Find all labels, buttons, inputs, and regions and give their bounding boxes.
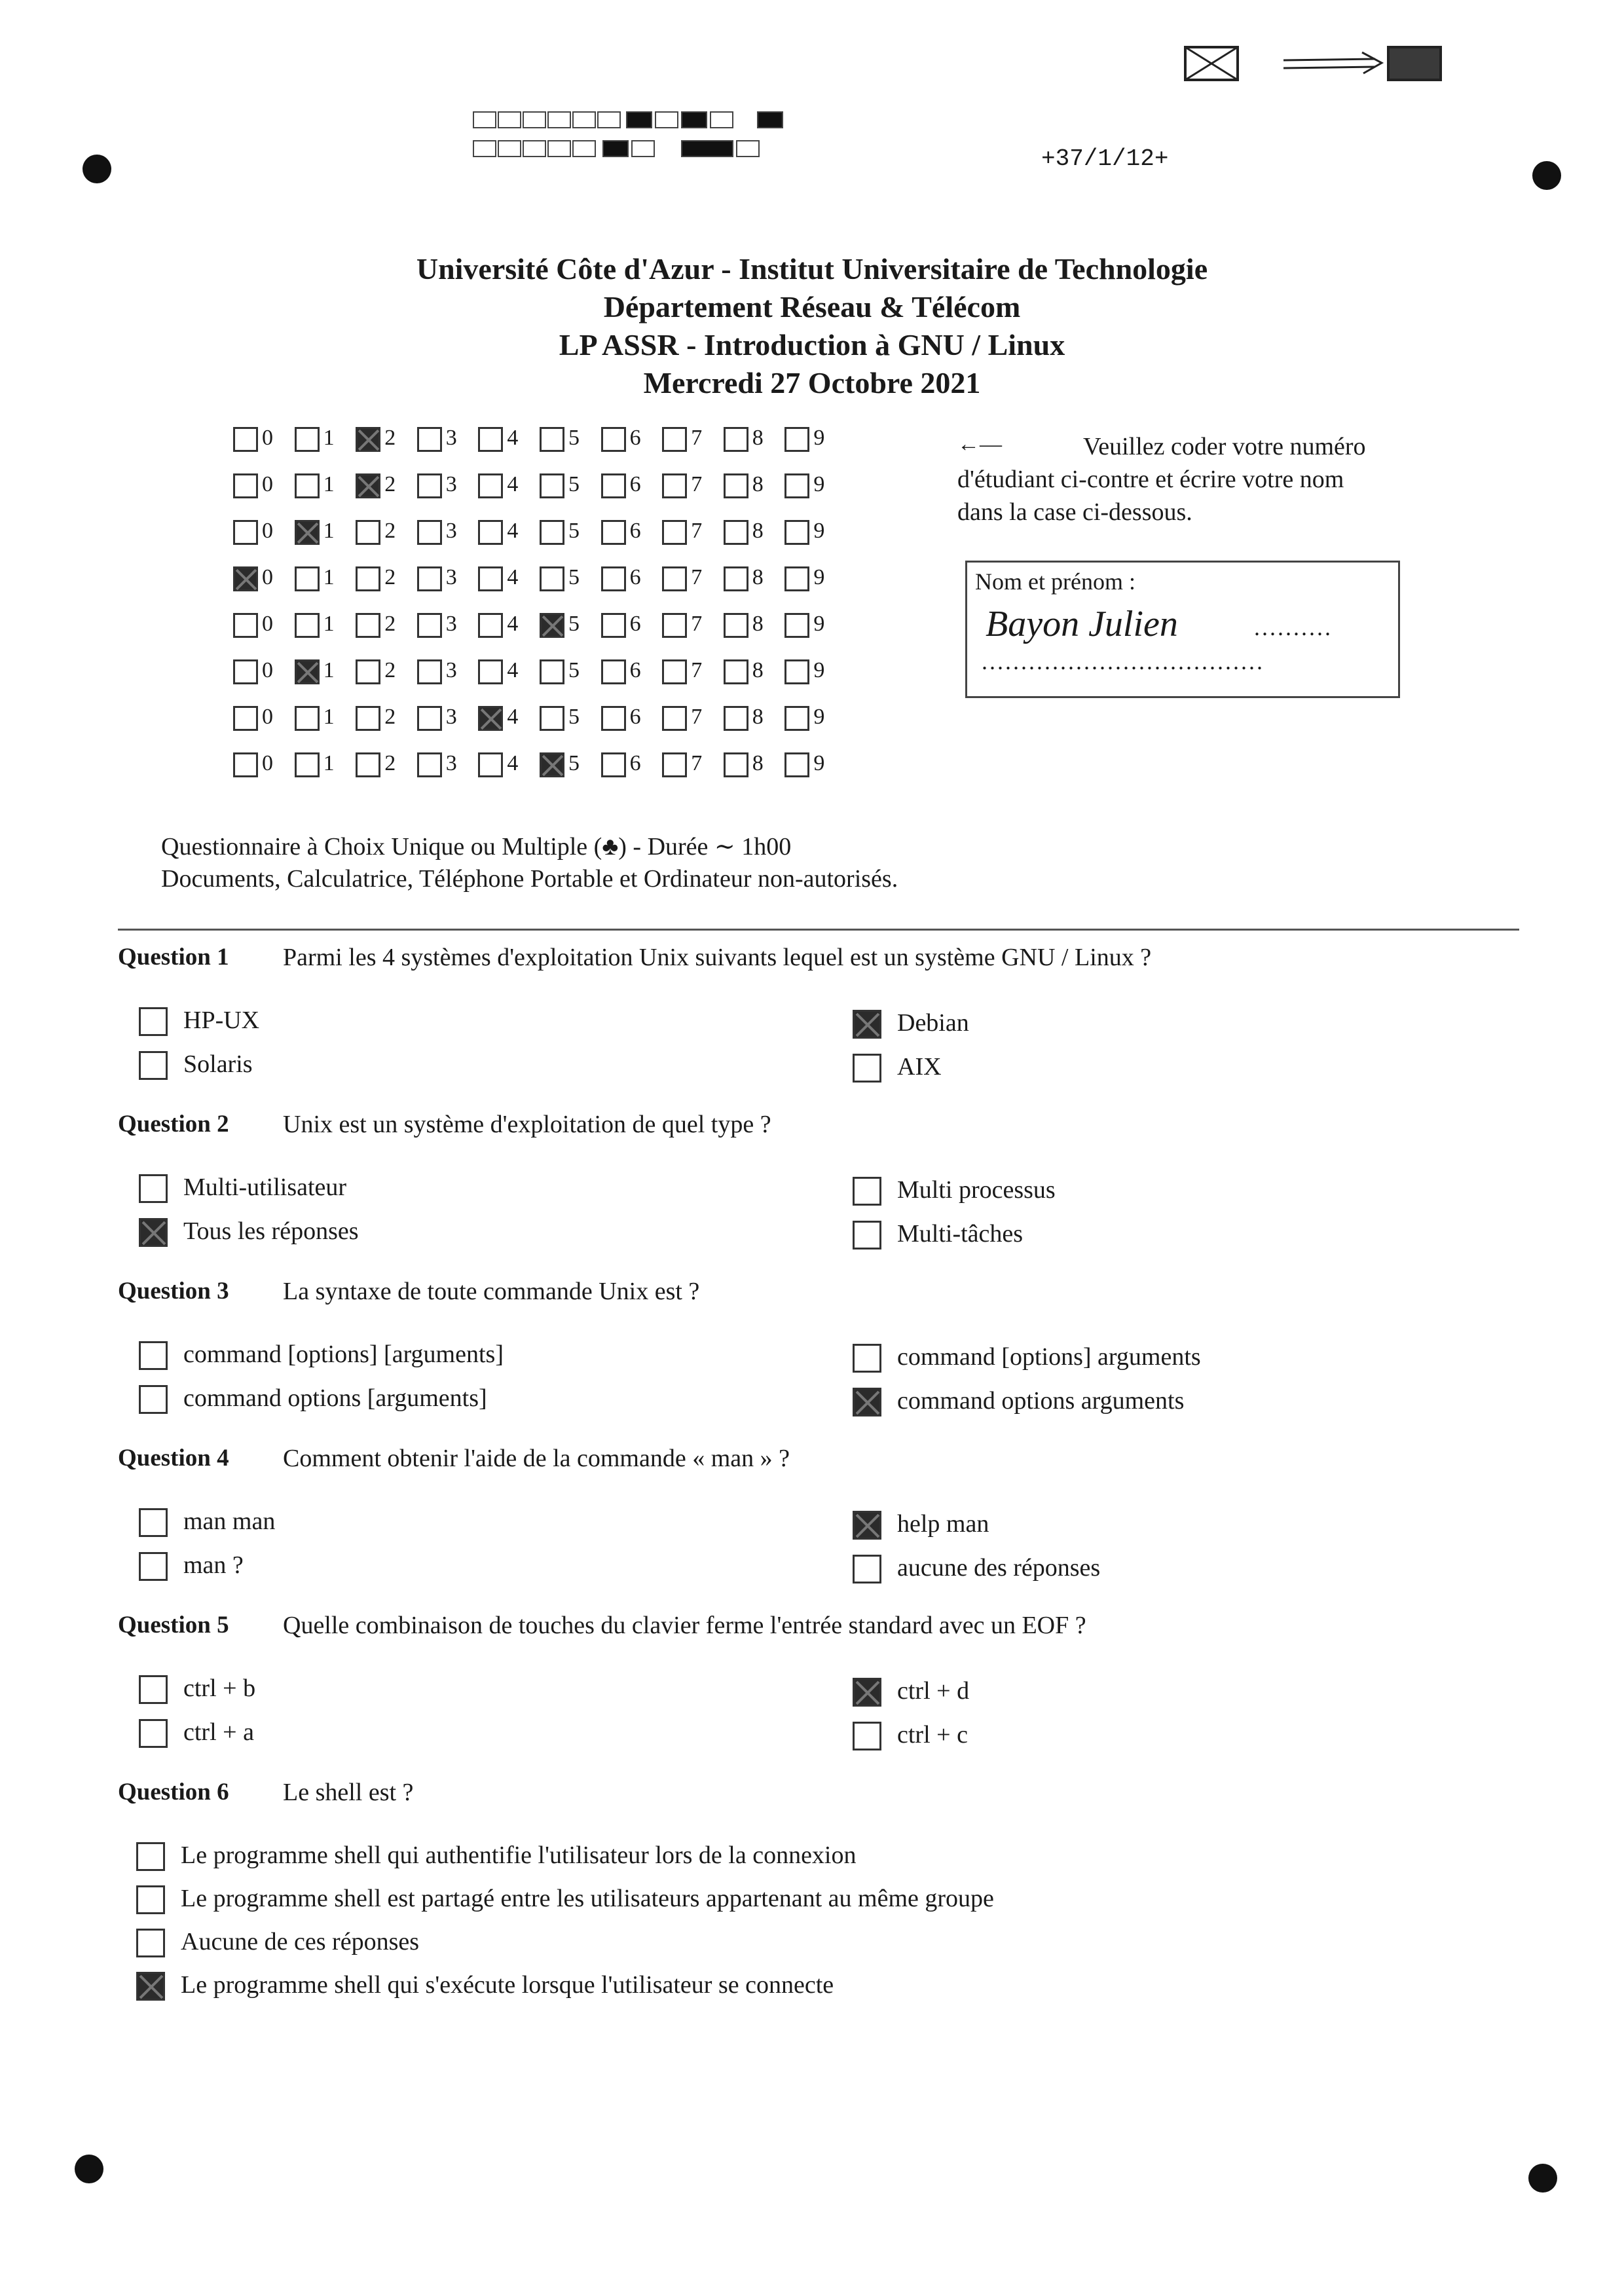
- student-digit-label: 3: [445, 519, 457, 543]
- student-digit-label: 3: [445, 565, 457, 589]
- student-digit-label: 5: [568, 751, 580, 775]
- question-label: Question 3: [118, 1278, 229, 1305]
- student-digit-box[interactable]: [356, 659, 380, 684]
- student-digit-label: 3: [445, 426, 457, 450]
- student-digit-box[interactable]: [295, 706, 320, 731]
- student-digit-box[interactable]: [784, 427, 809, 452]
- name-box[interactable]: [965, 561, 1400, 698]
- student-digit-label: 3: [445, 705, 457, 729]
- student-digit-label: 6: [629, 751, 641, 775]
- handwritten-mark-icon: [1179, 33, 1467, 92]
- student-digit-box[interactable]: [417, 473, 442, 498]
- student-digit-box[interactable]: [356, 752, 380, 777]
- student-digit-label: 2: [384, 519, 396, 543]
- student-digit-label: 5: [568, 426, 580, 450]
- student-digit-box[interactable]: [601, 566, 626, 591]
- answer-checkbox[interactable]: [853, 1177, 881, 1206]
- corner-mark-top-right: [1532, 161, 1561, 190]
- student-digit-box[interactable]: [295, 427, 320, 452]
- answer-checkbox[interactable]: [136, 1972, 165, 2001]
- student-digit-label: 7: [691, 426, 703, 450]
- student-digit-label: 0: [262, 751, 273, 775]
- student-digit-box[interactable]: [356, 566, 380, 591]
- answer-option-label: Solaris: [183, 1050, 253, 1078]
- student-digit-label: 1: [323, 751, 335, 775]
- student-digit-box[interactable]: [478, 566, 503, 591]
- student-digit-label: 6: [629, 472, 641, 496]
- answer-checkbox[interactable]: [853, 1555, 881, 1583]
- answer-option-label: Tous les réponses: [183, 1217, 359, 1245]
- student-digit-box[interactable]: [601, 613, 626, 638]
- student-digit-box[interactable]: [540, 613, 564, 638]
- student-digit-label: 2: [384, 426, 396, 450]
- answer-option-label: Multi-utilisateur: [183, 1174, 347, 1201]
- student-digit-label: 9: [813, 658, 825, 682]
- student-digit-box[interactable]: [724, 566, 748, 591]
- student-digit-label: 4: [507, 612, 519, 636]
- student-digit-box[interactable]: [601, 706, 626, 731]
- student-digit-label: 1: [323, 565, 335, 589]
- student-digit-box[interactable]: [784, 706, 809, 731]
- student-digit-box[interactable]: [478, 613, 503, 638]
- student-digit-label: 8: [752, 612, 764, 636]
- student-digit-box[interactable]: [233, 427, 258, 452]
- answer-option-label: ctrl + b: [183, 1675, 256, 1702]
- question-label: Question 5: [118, 1612, 229, 1639]
- student-digit-box[interactable]: [417, 520, 442, 545]
- student-digit-box[interactable]: [233, 706, 258, 731]
- student-digit-box[interactable]: [784, 520, 809, 545]
- student-digit-label: 0: [262, 519, 273, 543]
- answer-option-label: command [options] [arguments]: [183, 1341, 504, 1368]
- student-digit-label: 9: [813, 426, 825, 450]
- name-dots-2: ....................................: [982, 648, 1264, 675]
- answer-checkbox[interactable]: [136, 1885, 165, 1914]
- student-digit-box[interactable]: [417, 566, 442, 591]
- student-digit-label: 2: [384, 472, 396, 496]
- student-digit-label: 8: [752, 705, 764, 729]
- answer-checkbox[interactable]: [853, 1344, 881, 1373]
- answer-checkbox[interactable]: [853, 1388, 881, 1416]
- student-digit-label: 6: [629, 519, 641, 543]
- student-digit-label: 9: [813, 565, 825, 589]
- name-box-label: Nom et prénom :: [975, 568, 1135, 595]
- student-digit-box[interactable]: [417, 613, 442, 638]
- question-label: Question 2: [118, 1111, 229, 1138]
- answer-option-label: Aucune de ces réponses: [181, 1928, 420, 1955]
- student-digit-box[interactable]: [662, 566, 687, 591]
- answer-option-label: Le programme shell qui s'exécute lorsque l'utilisateur se connecte: [181, 1971, 834, 1999]
- student-digit-box[interactable]: [233, 520, 258, 545]
- student-digit-label: 1: [323, 472, 335, 496]
- answer-option-label: ctrl + d: [897, 1677, 970, 1705]
- student-digit-label: 0: [262, 705, 273, 729]
- student-digit-label: 2: [384, 751, 396, 775]
- question-text: Parmi les 4 systèmes d'exploitation Unix suivants lequel est un système GNU / Linux ?: [283, 944, 1152, 971]
- student-digit-box[interactable]: [724, 706, 748, 731]
- student-digit-box[interactable]: [662, 752, 687, 777]
- student-digit-label: 8: [752, 426, 764, 450]
- student-digit-box[interactable]: [233, 566, 258, 591]
- name-dots-1: ..........: [1254, 614, 1333, 640]
- header-course: LP ASSR - Introduction à GNU / Linux: [559, 328, 1065, 361]
- student-digit-box[interactable]: [295, 613, 320, 638]
- answer-checkbox[interactable]: [139, 1508, 168, 1537]
- student-digit-label: 4: [507, 658, 519, 682]
- student-digit-label: 5: [568, 705, 580, 729]
- student-digit-box[interactable]: [417, 427, 442, 452]
- student-digit-box[interactable]: [540, 752, 564, 777]
- student-digit-label: 2: [384, 705, 396, 729]
- answer-checkbox[interactable]: [853, 1010, 881, 1039]
- instruction-arrow: ←—: [957, 432, 1002, 456]
- student-digit-label: 0: [262, 658, 273, 682]
- student-digit-box[interactable]: [356, 613, 380, 638]
- student-digit-box[interactable]: [295, 566, 320, 591]
- corner-mark-bottom-left: [75, 2155, 103, 2183]
- question-text: Unix est un système d'exploitation de quel type ?: [283, 1111, 771, 1138]
- answer-option-label: aucune des réponses: [897, 1554, 1101, 1582]
- student-digit-box[interactable]: [478, 473, 503, 498]
- answer-checkbox[interactable]: [136, 1842, 165, 1871]
- answer-option-label: man ?: [183, 1551, 244, 1579]
- student-digit-label: 2: [384, 658, 396, 682]
- student-digit-box[interactable]: [295, 473, 320, 498]
- student-digit-box[interactable]: [478, 659, 503, 684]
- student-digit-label: 7: [691, 472, 703, 496]
- student-digit-label: 8: [752, 565, 764, 589]
- handwritten-name: Bayon Julien: [986, 604, 1178, 644]
- student-digit-label: 5: [568, 612, 580, 636]
- student-digit-box[interactable]: [784, 566, 809, 591]
- question-label: Question 6: [118, 1779, 229, 1805]
- student-digit-box[interactable]: [784, 752, 809, 777]
- student-digit-box[interactable]: [724, 659, 748, 684]
- student-digit-label: 9: [813, 751, 825, 775]
- student-digit-label: 2: [384, 612, 396, 636]
- student-digit-label: 4: [507, 426, 519, 450]
- student-digit-box[interactable]: [540, 427, 564, 452]
- answer-option-label: man man: [183, 1508, 276, 1535]
- student-digit-label: 2: [384, 565, 396, 589]
- divider-line: [118, 929, 1519, 931]
- student-digit-label: 4: [507, 472, 519, 496]
- student-digit-box[interactable]: [724, 520, 748, 545]
- student-digit-label: 7: [691, 612, 703, 636]
- student-digit-box[interactable]: [662, 473, 687, 498]
- student-digit-label: 1: [323, 658, 335, 682]
- answer-checkbox[interactable]: [853, 1221, 881, 1250]
- student-digit-label: 1: [323, 426, 335, 450]
- student-digit-label: 3: [445, 658, 457, 682]
- corner-mark-bottom-right: [1528, 2164, 1557, 2193]
- header-university: Université Côte d'Azur - Institut Universitaire de Technologie: [416, 252, 1208, 286]
- answer-checkbox[interactable]: [139, 1051, 168, 1080]
- student-digit-box[interactable]: [601, 752, 626, 777]
- student-digit-box[interactable]: [478, 706, 503, 731]
- answer-checkbox[interactable]: [853, 1678, 881, 1707]
- answer-checkbox[interactable]: [139, 1552, 168, 1581]
- student-digit-box[interactable]: [724, 427, 748, 452]
- student-digit-label: 6: [629, 565, 641, 589]
- answer-checkbox[interactable]: [853, 1511, 881, 1540]
- student-digit-box[interactable]: [233, 473, 258, 498]
- student-digit-box[interactable]: [233, 752, 258, 777]
- student-digit-box[interactable]: [784, 473, 809, 498]
- answer-option-label: help man: [897, 1510, 989, 1538]
- answer-option-label: Le programme shell est partagé entre les utilisateurs appartenant au même groupe: [181, 1885, 994, 1912]
- student-digit-box[interactable]: [540, 706, 564, 731]
- student-digit-box[interactable]: [417, 752, 442, 777]
- student-digit-label: 8: [752, 472, 764, 496]
- answer-option-label: ctrl + c: [897, 1721, 968, 1749]
- student-digit-box[interactable]: [662, 706, 687, 731]
- student-digit-box[interactable]: [601, 520, 626, 545]
- answer-checkbox[interactable]: [139, 1675, 168, 1704]
- student-digit-label: 4: [507, 705, 519, 729]
- answer-option-label: Multi-tâches: [897, 1220, 1024, 1248]
- corner-mark-top-left: [83, 155, 111, 183]
- student-digit-label: 6: [629, 658, 641, 682]
- student-digit-label: 0: [262, 565, 273, 589]
- question-text: Le shell est ?: [283, 1779, 414, 1806]
- student-digit-label: 4: [507, 751, 519, 775]
- student-digit-label: 1: [323, 519, 335, 543]
- header-date: Mercredi 27 Octobre 2021: [643, 366, 981, 399]
- student-digit-label: 7: [691, 519, 703, 543]
- student-digit-box[interactable]: [601, 473, 626, 498]
- student-digit-label: 0: [262, 472, 273, 496]
- student-digit-box[interactable]: [233, 613, 258, 638]
- answer-checkbox[interactable]: [139, 1218, 168, 1247]
- answer-option-label: ctrl + a: [183, 1718, 254, 1746]
- student-digit-box[interactable]: [540, 566, 564, 591]
- student-digit-label: 4: [507, 519, 519, 543]
- student-digit-box[interactable]: [601, 427, 626, 452]
- question-text: La syntaxe de toute commande Unix est ?: [283, 1278, 700, 1305]
- question-text: Comment obtenir l'aide de la commande « man » ?: [283, 1445, 790, 1472]
- answer-checkbox[interactable]: [853, 1722, 881, 1750]
- student-digit-box[interactable]: [662, 659, 687, 684]
- student-digit-label: 1: [323, 705, 335, 729]
- student-digit-label: 4: [507, 565, 519, 589]
- answer-checkbox[interactable]: [853, 1054, 881, 1083]
- student-digit-label: 3: [445, 612, 457, 636]
- student-digit-box[interactable]: [601, 659, 626, 684]
- student-digit-box[interactable]: [724, 613, 748, 638]
- student-digit-box[interactable]: [662, 613, 687, 638]
- student-digit-box[interactable]: [540, 473, 564, 498]
- student-digit-box[interactable]: [478, 427, 503, 452]
- instruction-line-1: Veuillez coder votre numéro: [1083, 433, 1366, 460]
- student-digit-label: 5: [568, 472, 580, 496]
- answer-checkbox[interactable]: [136, 1929, 165, 1957]
- student-digit-box[interactable]: [662, 427, 687, 452]
- student-digit-box[interactable]: [356, 706, 380, 731]
- student-digit-label: 9: [813, 472, 825, 496]
- student-digit-box[interactable]: [478, 520, 503, 545]
- student-digit-label: 7: [691, 565, 703, 589]
- answer-option-label: command options arguments: [897, 1387, 1185, 1415]
- student-digit-label: 3: [445, 472, 457, 496]
- student-digit-label: 9: [813, 519, 825, 543]
- student-digit-label: 7: [691, 705, 703, 729]
- instruction-line-3: dans la case ci-dessous.: [957, 498, 1192, 526]
- student-digit-label: 5: [568, 565, 580, 589]
- student-digit-box[interactable]: [724, 752, 748, 777]
- answer-option-label: Le programme shell qui authentifie l'utilisateur lors de la connexion: [181, 1842, 857, 1869]
- student-digit-label: 7: [691, 751, 703, 775]
- question-label: Question 1: [118, 944, 229, 971]
- student-digit-box[interactable]: [233, 659, 258, 684]
- student-digit-label: 9: [813, 612, 825, 636]
- student-digit-box[interactable]: [540, 520, 564, 545]
- student-digit-box[interactable]: [478, 752, 503, 777]
- answer-option-label: Debian: [897, 1009, 969, 1037]
- student-digit-label: 8: [752, 519, 764, 543]
- answer-checkbox[interactable]: [139, 1719, 168, 1748]
- student-digit-box[interactable]: [662, 520, 687, 545]
- student-digit-label: 5: [568, 519, 580, 543]
- student-digit-box[interactable]: [295, 520, 320, 545]
- answer-checkbox[interactable]: [139, 1007, 168, 1036]
- question-label: Question 4: [118, 1445, 229, 1472]
- student-digit-box[interactable]: [417, 659, 442, 684]
- student-digit-label: 3: [445, 751, 457, 775]
- answer-option-label: command [options] arguments: [897, 1343, 1201, 1371]
- answer-option-label: AIX: [897, 1053, 942, 1081]
- student-digit-box[interactable]: [784, 613, 809, 638]
- student-digit-label: 7: [691, 658, 703, 682]
- student-digit-box[interactable]: [295, 659, 320, 684]
- student-digit-label: 6: [629, 426, 641, 450]
- student-digit-label: 8: [752, 658, 764, 682]
- student-digit-label: 0: [262, 612, 273, 636]
- student-digit-box[interactable]: [724, 473, 748, 498]
- answer-option-label: HP-UX: [183, 1007, 260, 1034]
- page-code: +37/1/12+: [1041, 145, 1169, 172]
- answer-option-label: command options [arguments]: [183, 1384, 487, 1412]
- student-digit-label: 8: [752, 751, 764, 775]
- answer-checkbox[interactable]: [139, 1385, 168, 1414]
- student-digit-box[interactable]: [540, 659, 564, 684]
- answer-checkbox[interactable]: [139, 1341, 168, 1370]
- student-digit-label: 1: [323, 612, 335, 636]
- student-digit-label: 6: [629, 612, 641, 636]
- student-digit-box[interactable]: [784, 659, 809, 684]
- student-digit-box[interactable]: [356, 427, 380, 452]
- student-digit-box[interactable]: [356, 520, 380, 545]
- exam-info-line-2: Documents, Calculatrice, Téléphone Portable et Ordinateur non-autorisés.: [161, 865, 898, 893]
- answer-checkbox[interactable]: [139, 1174, 168, 1203]
- student-digit-box[interactable]: [417, 706, 442, 731]
- header-department: Département Réseau & Télécom: [603, 290, 1021, 324]
- student-digit-box[interactable]: [295, 752, 320, 777]
- student-digit-label: 0: [262, 426, 273, 450]
- student-digit-label: 9: [813, 705, 825, 729]
- student-digit-box[interactable]: [356, 473, 380, 498]
- answer-option-label: Multi processus: [897, 1176, 1056, 1204]
- instruction-line-2: d'étudiant ci-contre et écrire votre nom: [957, 466, 1344, 493]
- question-text: Quelle combinaison de touches du clavier ferme l'entrée standard avec un EOF ?: [283, 1612, 1086, 1639]
- student-digit-label: 5: [568, 658, 580, 682]
- exam-info-line-1: Questionnaire à Choix Unique ou Multiple (♣) - Durée ∼ 1h00: [161, 833, 792, 861]
- student-digit-label: 6: [629, 705, 641, 729]
